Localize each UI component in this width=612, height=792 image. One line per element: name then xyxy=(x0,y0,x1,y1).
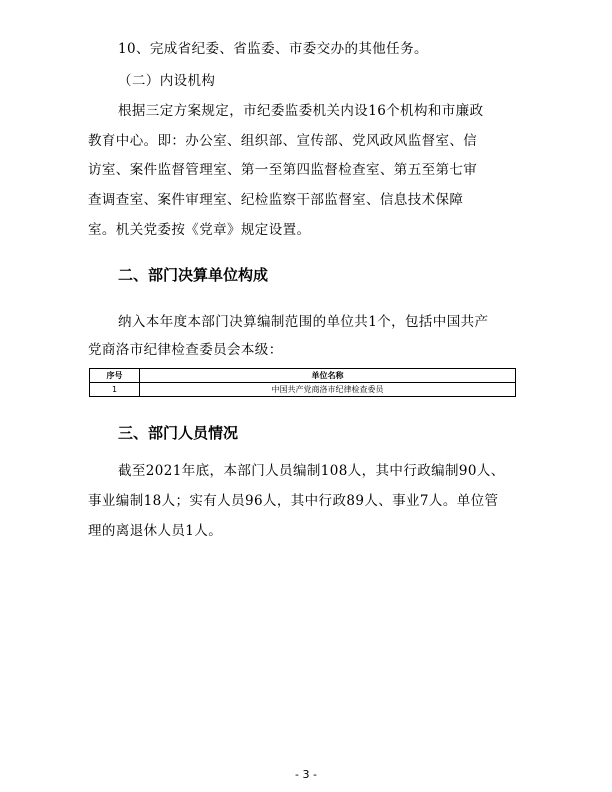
unit-composition-paragraph-line: 党商洛市纪律检查委员会本级： xyxy=(88,342,283,358)
staffing-paragraph-line: 截至2021年底，本部门人员编制108人，其中行政编制90人、 xyxy=(118,463,505,479)
column-header-serial: 序号 xyxy=(90,369,140,383)
column-header-unit-name: 单位名称 xyxy=(140,369,516,383)
sub-heading-internal-units: （二）内设机构 xyxy=(118,73,216,89)
staffing-paragraph-line: 事业编制18人；实有人员96人，其中行政89人、事业7人。单位管 xyxy=(88,493,499,509)
internal-units-paragraph-line: 室。机关党委按《党章》规定设置。 xyxy=(88,222,311,238)
cell-serial: 1 xyxy=(90,383,140,397)
staffing-paragraph-line: 理的离退休人员1人。 xyxy=(88,523,223,539)
unit-composition-paragraph-line: 纳入本年度本部门决算编制范围的单位共1个，包括中国共产 xyxy=(118,314,489,330)
internal-units-paragraph-line: 查调查室、案件审理室、纪检监察干部监督室、信息技术保障 xyxy=(88,192,464,208)
table-row xyxy=(90,383,516,397)
internal-units-paragraph-line: 访室、案件监督管理室、第一至第四监督检查室、第五至第七审 xyxy=(88,162,478,178)
cell-unit-name: 中国共产党商洛市纪律检查委员 xyxy=(140,383,516,397)
page-number: - 3 - xyxy=(295,768,317,781)
internal-units-paragraph-line: 根据三定方案规定，市纪委监委机关内设16个机构和市廉政 xyxy=(118,103,484,119)
unit-table-header-row xyxy=(90,369,516,383)
internal-units-paragraph-line: 教育中心。即：办公室、组织部、宣传部、党风政风监督室、信 xyxy=(88,133,478,149)
section-heading-unit-composition: 二、部门决算单位构成 xyxy=(118,266,269,284)
task-item-10: 10、完成省纪委、省监委、市委交办的其他任务。 xyxy=(118,41,428,57)
unit-table xyxy=(89,368,516,397)
section-heading-staffing: 三、部门人员情况 xyxy=(118,424,239,442)
